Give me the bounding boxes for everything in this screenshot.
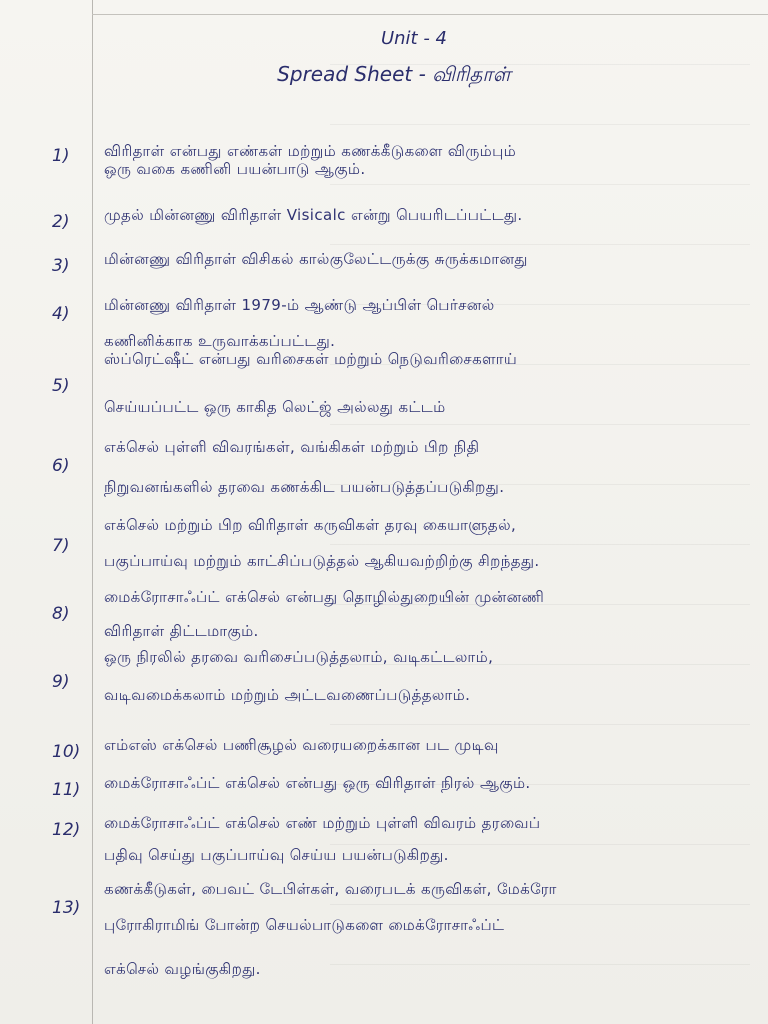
item-line: மைக்ரோசாஃப்ட் எக்செல் எண் மற்றும் புள்ளி விவரம் தரவைப் — [104, 814, 541, 832]
item-line: பதிவு செய்து பகுப்பாய்வு செய்ய பயன்படுகிறது. — [104, 846, 449, 864]
item-number: 4) — [52, 304, 70, 324]
item-line: மின்னணு விரிதாள் 1979-ம் ஆண்டு ஆப்பிள் பெர்சனல் — [104, 296, 495, 314]
item-line: விரிதாள் என்பது எண்கள் மற்றும் கணக்கீடுகளை விரும்பும் — [104, 142, 517, 160]
item-number: 12) — [52, 820, 81, 840]
item-line: கணக்கீடுகள், பைவட் டேபிள்கள், வரைபடக் கருவிகள், மேக்ரோ — [104, 880, 557, 898]
item-line: புரோகிராமிங் போன்ற செயல்பாடுகளை மைக்ரோசாஃப்ட் — [104, 916, 505, 934]
item-line: எம்எஸ் எக்செல் பணிசூழல் வரையறைக்கான பட முடிவு — [104, 736, 499, 754]
item-line: விரிதாள் திட்டமாகும். — [104, 622, 259, 640]
item-number: 3) — [52, 256, 70, 276]
item-number: 5) — [52, 376, 70, 396]
item-line: நிறுவனங்களில் தரவை கணக்கிட பயன்படுத்தப்படுகிறது. — [104, 478, 505, 496]
item-number: 8) — [52, 604, 70, 624]
item-line: பகுப்பாய்வு மற்றும் காட்சிப்படுத்தல் ஆகியவற்றிற்கு சிறந்தது. — [104, 552, 540, 570]
item-line: எக்செல் மற்றும் பிற விரிதாள் கருவிகள் தரவு கையாளுதல், — [104, 516, 517, 534]
item-line: மின்னணு விரிதாள் விசிகல் கால்குலேட்டருக்கு சுருக்கமானது — [104, 250, 528, 268]
list-item — [0, 880, 768, 990]
item-line: மைக்ரோசாஃப்ட் எக்செல் என்பது தொழில்துறையின் முன்னணி — [104, 588, 545, 606]
item-number: 10) — [52, 742, 81, 762]
item-line: எக்செல் வழங்குகிறது. — [104, 960, 261, 978]
item-number: 13) — [52, 898, 81, 918]
item-number: 2) — [52, 212, 70, 232]
item-line: ஒரு வகை கணினி பயன்பாடு ஆகும். — [104, 160, 366, 178]
item-line: ஒரு நிரலில் தரவை வரிசைப்படுத்தலாம், வடிகட்டலாம், — [104, 648, 494, 666]
item-number: 7) — [52, 536, 70, 556]
item-line: வடிவமைக்கலாம் மற்றும் அட்டவணைப்படுத்தலாம். — [104, 686, 471, 704]
list-item — [0, 806, 768, 886]
unit-heading: Unit - 4 — [380, 28, 448, 49]
item-number: 1) — [52, 146, 70, 166]
top-rule — [92, 14, 768, 15]
item-line: ஸ்ப்ரெட்ஷீட் என்பது வரிசைகள் மற்றும் நெடுவரிசைகளாய் — [104, 350, 518, 368]
item-number: 9) — [52, 672, 70, 692]
item-line: கணினிக்காக உருவாக்கப்பட்டது. — [104, 332, 336, 350]
list-item — [0, 648, 768, 736]
item-line: செய்யப்பட்ட ஒரு காகித லெட்ஜ் அல்லது கட்டம் — [104, 398, 446, 416]
item-line: முதல் மின்னணு விரிதாள் Visicalc என்று பெயரிடப்பட்டது. — [104, 206, 523, 224]
item-line: மைக்ரோசாஃப்ட் எக்செல் என்பது ஒரு விரிதாள் நிரல் ஆகும். — [104, 774, 531, 792]
item-line: எக்செல் புள்ளி விவரங்கள், வங்கிகள் மற்றும் பிற நிதி — [104, 438, 480, 456]
list-item — [0, 438, 768, 518]
list-item — [0, 352, 768, 432]
page-title: Spread Sheet - விரிதாள் — [277, 62, 511, 86]
item-number: 6) — [52, 456, 70, 476]
item-number: 11) — [52, 780, 81, 800]
